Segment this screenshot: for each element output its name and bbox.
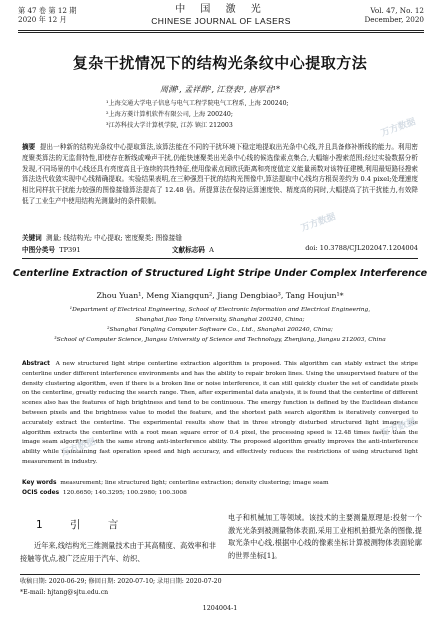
page-number: 1204004-1 — [202, 604, 238, 612]
section-heading-intro: 1 引 言 — [36, 519, 131, 531]
watermark-3: 万方数据 — [379, 417, 418, 439]
volume-en: Vol. 47, No. 12 — [370, 6, 424, 15]
journal-name — [18, 4, 424, 27]
volume-cn: 第 47 卷 第 12 期 — [18, 6, 77, 15]
affiliation-cn-2: ²上海方菱计算机软件有限公司, 上海 200240; — [106, 111, 233, 118]
abstract-en-label: Abstract — [22, 361, 50, 367]
authors-cn: 周渊¹, 孟祥群², 江登表³, 唐厚君¹* — [159, 85, 281, 94]
keywords-en-text: measurement; line structured light; centerline extraction; density clustering; image seam — [60, 480, 329, 486]
affiliation-en-4: ³School of Computer Science, Jiangsu University of Science and Technology, Zhenjiang, Jiangsu 212003, China — [54, 337, 386, 343]
affiliation-en-2: Shanghai Jiao Tong University, Shanghai 200240, China; — [135, 317, 305, 323]
paper-title-en: Centerline Extraction of Structured Light Stripe Under Complex Interference — [12, 268, 428, 279]
authors-en: Zhou Yuan¹, Meng Xiangqun², Jiang Dengbiao³, Tang Houjun¹* — [96, 291, 344, 300]
classification-row — [22, 244, 418, 254]
footnote-rule — [20, 574, 420, 575]
abstract-cn — [22, 142, 418, 207]
journal-name-cn: 中 国 激 光 — [175, 4, 267, 15]
intro-left-column: 近年来,线结构光三维测量技术由于其高精度、高效率和非接触等优点,被广泛应用于汽车、纺织、 — [20, 541, 216, 563]
doc-label: 文献标志码 — [171, 246, 205, 254]
ocis-label: OCIS codes — [22, 490, 60, 496]
keywords-en-label: Key words — [22, 480, 57, 486]
keywords-cn-text: 测量; 线结构光; 中心提取; 密度聚类; 图像接缝 — [45, 234, 182, 242]
affiliation-cn-3: ³江苏科技大学计算机学院, 江苏 镇江 212003 — [106, 122, 233, 129]
ocis-codes — [22, 489, 418, 499]
header-rule — [18, 30, 424, 31]
clc-value: TP391 — [59, 246, 81, 254]
abstract-cn-label: 摘要 — [22, 143, 36, 151]
clc-label: 中图分类号 — [22, 246, 55, 254]
received-dates: 收稿日期: 2020-06-29; 修回日期: 2020-07-10; 录用日期: 2020-07-20 — [20, 578, 222, 585]
running-header — [18, 4, 424, 30]
abstract-cn-text: 提出一种新的结构光条纹中心提取算法,该算法能在不同的干扰环境下稳定地提取出光条中心线,并且具备修补断线的能力。利用密度聚类算法的无监督特性,即使存在断线或噪声干扰,仍能快速聚类出光条中心线的候选像素点集合,大幅缩小搜索范围;经过实验数据分析发现,不同场景的中心线还具有亮度高且于连续的共性特征,使用像素点间欧氏距离和亮度值定义能量函数对该特征建模,利用最短路径搜索算法迭代收敛实现中心线精确提取。实验结果表明,在三种强烈干扰的结构光图像中,算法提取中心线均方根误差约为 0.4 pixel;处理速度相比同样抗干扰能力较强的图像接缝算法提高了 12.48 倍。所提算法在保持运算速度快、精度高的同时,大幅提高了抗干扰能力,有效降低了工业生产中使用结构光测量时的条件限制。 — [22, 143, 418, 205]
clc-code — [22, 244, 81, 254]
affiliation-en-3: ²Shanghai Fangling Computer Software Co., Ltd., Shanghai 200240, China; — [107, 327, 333, 333]
watermark-2: 万方数据 — [299, 212, 338, 234]
abstract-rule — [22, 258, 418, 259]
date-cn: 2020 年 12 月 — [18, 15, 67, 24]
date-en: December, 2020 — [364, 15, 424, 24]
keywords-cn-label: 关键词 — [22, 234, 42, 242]
abstract-en-text: A new structured light stripe centerline extraction algorithm is proposed. This algorithm can stably extract the stripe centerline under different interference environments and has the ability to repair broken lines. Using the unsupervised feature of the density clustering algorithm, even if there is a broken line or noise interference, it can still quickly cluster the set of candidate pixels on the centerline, greatly reducing the search range. Then, after experimental data analysis, it is found that the centerline of different scenes also has the features of high brightness and tend to be continuous. The energy function is defined by the Euclidean distance between pixels and the brightness value to model the feature, and the shortest path search algorithm is iteratively converged to accurately extract the centerline. The experimental results show that in three strongly disturbed structured light images, the algorithm extracts the centerline with a root mean square error of 0.4 pixel, the processing speed is 12.48 times faster than the image seam algorithm with the same strong anti-interference ability. The proposed algorithm greatly improves the anti-interference ability while maintaining fast operation speed and high accuracy, and effectively reduces the restrictions of using structured light measurement in industry. — [22, 361, 418, 465]
intro-right-column: 电子和机械加工等领域。该技术的主要测量原理是:投射一个激光光条到被测量物体表面,采用工业相机拍摄光条的图像,提取光条中心线,根据中心线的像素坐标计算被测物体表面轮廓的世界坐标[1]。 — [228, 513, 422, 560]
affiliation-cn-1: ¹上海交通大学电子信息与电气工程学院电气工程系, 上海 200240; — [106, 100, 289, 107]
doi: doi: 10.3788/CJL202047.1204004 — [305, 244, 418, 252]
doc-code — [172, 244, 214, 254]
journal-name-en: CHINESE JOURNAL OF LASERS — [151, 16, 291, 26]
watermark-4: 万方数据 — [59, 437, 98, 459]
affiliation-en-1: ¹Department of Electrical Engineering, School of Electronic Information and Electrical Engineering, — [69, 307, 371, 313]
ocis-text: 120.6650; 140.3295; 100.2980; 100.3008 — [62, 490, 187, 496]
keywords-en — [22, 479, 418, 489]
doc-value: A — [209, 246, 214, 254]
header-right — [365, 6, 424, 24]
paper-title-cn: 复杂干扰情况下的结构光条纹中心提取方法 — [72, 54, 368, 72]
watermark-1: 万方数据 — [379, 117, 418, 139]
author-email: *E-mail: hjtang@sjtu.edu.cn — [20, 589, 109, 596]
keywords-cn — [22, 233, 418, 244]
header-rule-thin — [18, 32, 424, 33]
